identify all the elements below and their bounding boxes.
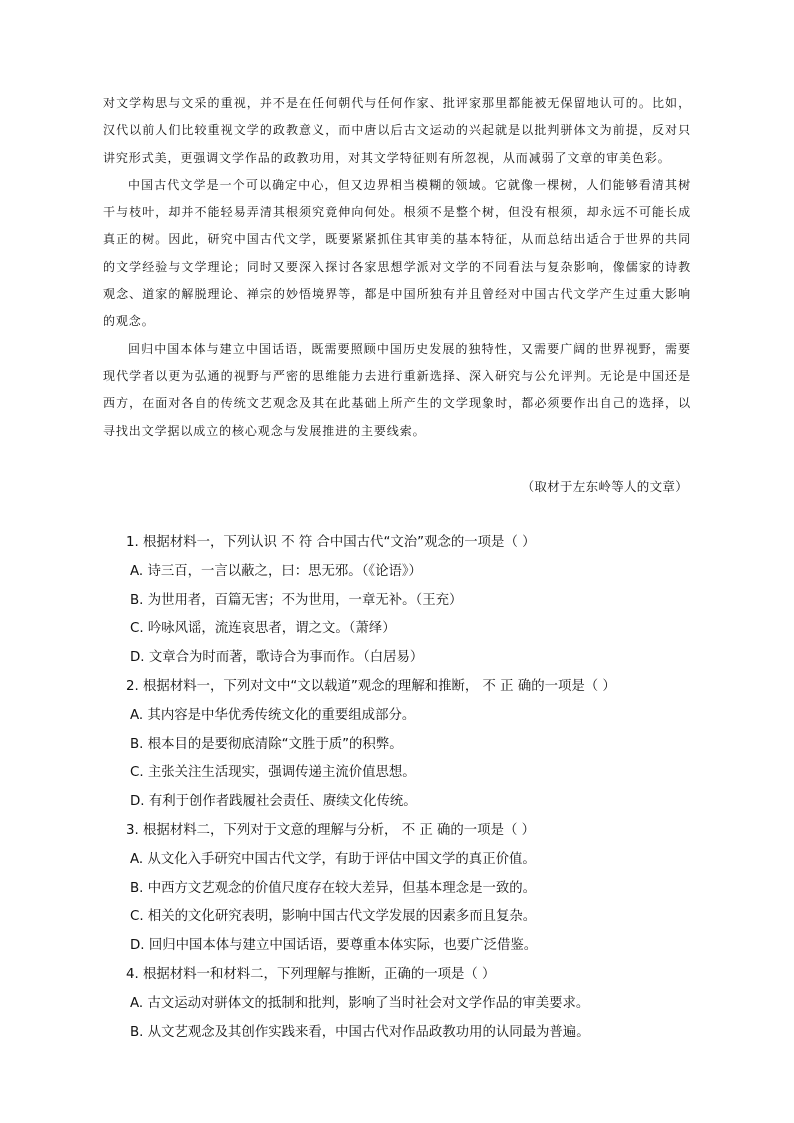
passage-source: （取材于左东岭等人的文章） <box>521 479 688 494</box>
question-3-option-d: D. 回归中国本体与建立中国话语，要尊重本体实际，也要广泛借鉴。 <box>130 938 538 954</box>
passage-paragraph-1: 对文学构思与文采的重视，并不是在任何朝代与任何作家、批评家那里都能被无保留地认可的。比如，汉代以前人们比较重视文学的政教意义，而中唐以后古文运动的兴起就是以批判骈体文为前提，反对只讲究形式美，更强调文学作品的政教功用，对其文学特征则有所忽视，从而减弱了文章的审美色彩。 <box>103 96 691 165</box>
question-4-option-a: A. 古文运动对骈体文的抵制和批判，影响了当时社会对文学作品的审美要求。 <box>130 995 590 1011</box>
question-3-option-a: A. 从文化入手研究中国古代文学，有助于评估中国文学的真正价值。 <box>130 851 536 867</box>
question-4-option-b: B. 从文艺观念及其创作实践来看，中国古代对作品政教功用的认同最为普遍。 <box>130 1024 590 1040</box>
question-1-option-d: D. 文章合为时而著，歌诗合为事而作。（白居易） <box>130 650 424 666</box>
question-list <box>126 529 690 1047</box>
question-3-option-b: B. 中西方文艺观念的价值尺度存在较大差异，但基本理念是一致的。 <box>130 880 537 896</box>
question-1-stem: 1. 根据材料一，下列认识 不 符 合中国古代“文治”观念的一项是（ ） <box>126 535 536 550</box>
question-2-option-d: D. 有利于创作者践履社会责任、赓续文化传统。 <box>130 794 417 810</box>
question-3-option-c: C. 相关的文化研究表明，影响中国古代文学发展的因素多而且复杂。 <box>130 909 537 925</box>
passage-paragraph-2: 中国古代文学是一个可以确定中心，但又边界相当模糊的领域。它就像一棵树，人们能够看清其树干与枝叶，却并不能轻易弄清其根须究竟伸向何处。根须不是整个树，但没有根须，却永远不可能长成真正的树。因此，研究中国古代文学，既要紧紧抓住其审美的基本特征，从而总结出适合于世界的共同的文学经验与文学理论；同时又要深入探讨各家思想学派对文学的不同看法与复杂影响，像儒家的诗教观念、道家的解脱理论、禅宗的妙悟境界等，都是中国所独有并且曾经对中国古代文学产生过重大影响的观念。 <box>103 177 691 329</box>
question-2-stem: 2. 根据材料一，下列对文中“文以载道”观念的理解和推断， 不 正 确的一项是（ ） <box>126 678 616 694</box>
question-4-stem: 4. 根据材料一和材料二，下列理解与推断，正确的一项是（ ） <box>126 966 496 982</box>
question-2-option-b: B. 根本目的是要彻底清除“文胜于质”的积弊。 <box>130 736 403 752</box>
passage-paragraph-3: 回归中国本体与建立中国话语，既需要照顾中国历史发展的独特性，又需要广阔的世界视野，需要现代学者以更为弘通的视野与严密的思维能力去进行重新选择、深入研究与公允评判。无论是中国还是西方，在面对各自的传统文艺观念及其在此基础上所产生的文学现象时，都必须要作出自己的选择，以寻找出文学据以成立的核心观念与发展推进的主要线索。 <box>103 341 691 438</box>
question-1-option-c: C. 吟咏风谣，流连哀思者，谓之文。（萧绎） <box>130 621 396 637</box>
reading-passage <box>103 90 691 445</box>
question-1-option-a: A. 诗三百，一言以蔽之，曰：思无邪。（《论语》） <box>130 563 422 579</box>
question-2-option-a: A. 其内容是中华优秀传统文化的重要组成部分。 <box>130 707 416 723</box>
question-2-option-c: C. 主张关注生活现实，强调传递主流价值思想。 <box>130 765 416 781</box>
question-1-option-b: B. 为世用者，百篇无害；不为世用，一章无补。（王充） <box>130 592 463 608</box>
question-3-stem: 3. 根据材料二，下列对于文意的理解与分析， 不 正 确的一项是（ ） <box>126 822 535 838</box>
